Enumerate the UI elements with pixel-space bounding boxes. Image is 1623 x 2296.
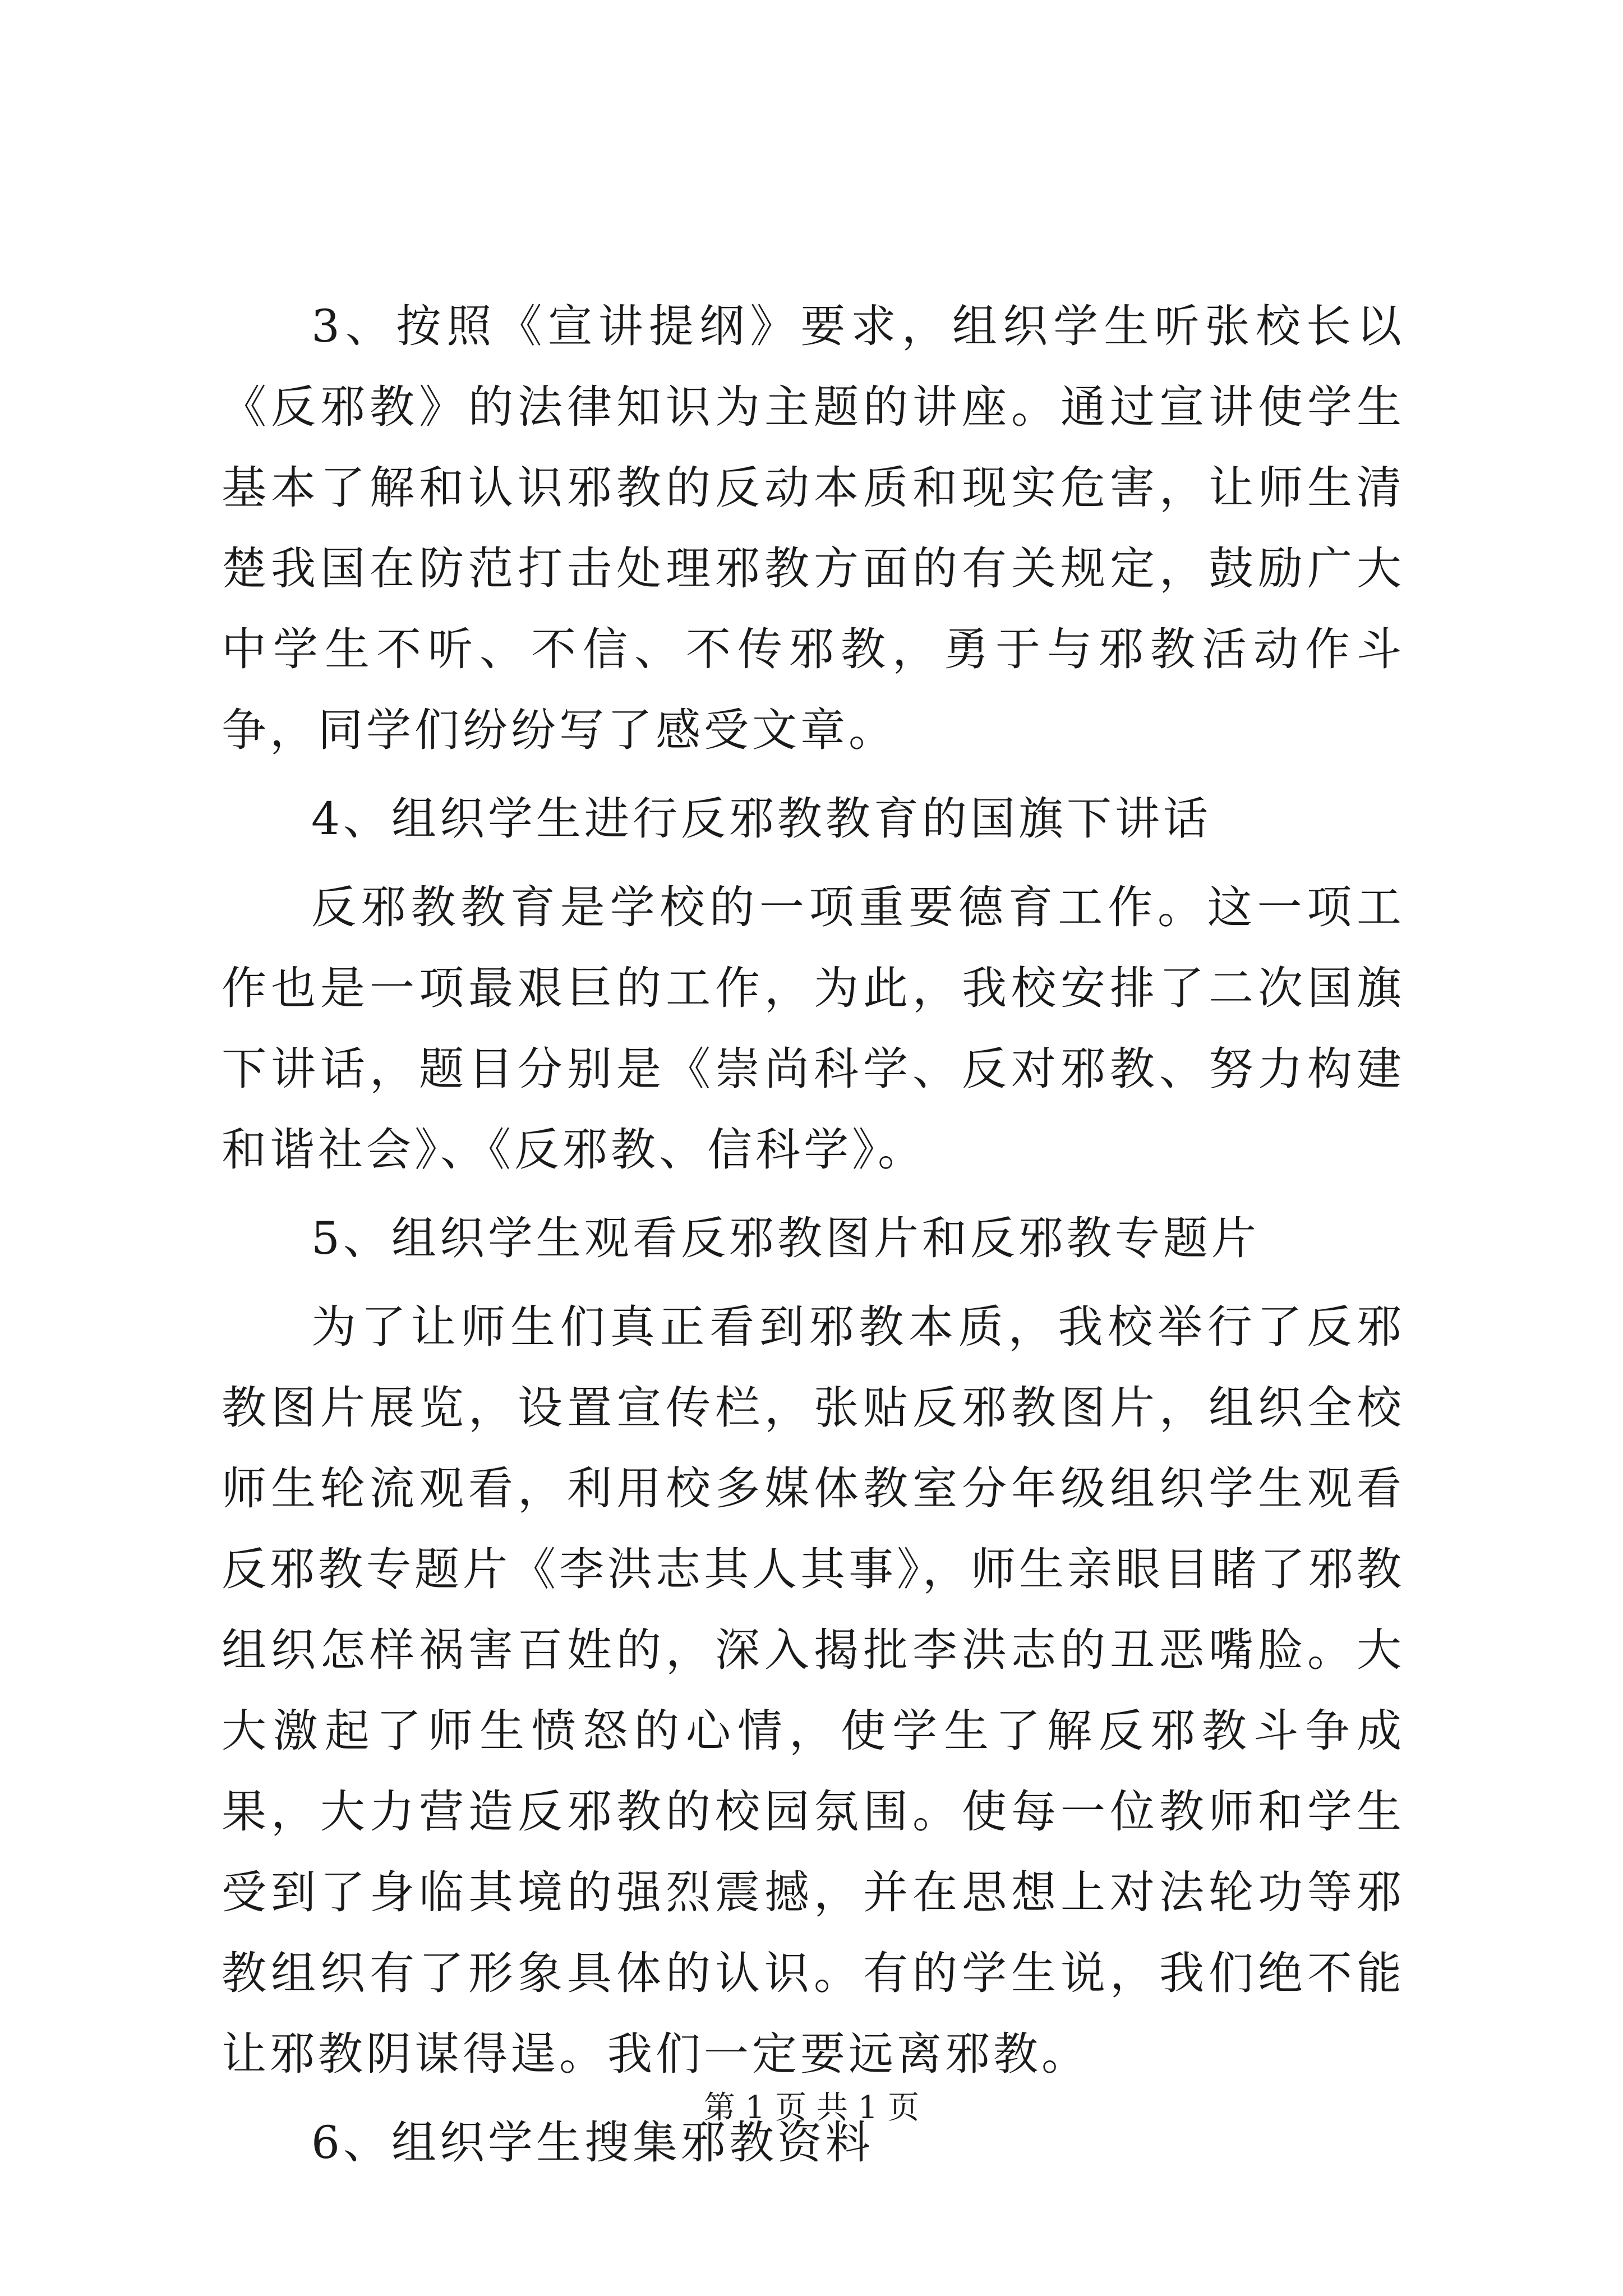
page-footer: 第 1 页 共 1 页 <box>703 2090 920 2126</box>
heading-item-6: 6、组织学生搜集邪教资料 <box>311 2116 874 2169</box>
paragraph-film-viewing: 为了让师生们真正看到邪教本质，我校举行了反邪教图片展览，设置宣传栏，张贴反邪教图片，组织全校师生轮流观看，利用校多媒体教室分年级组织学生观看反邪教专题片《李洪志其人其事》，师生亲眼目睹了邪教组织怎样祸害百姓的，深入揭批李洪志的丑恶嘴脸。大大激起了师生愤怒的心情，使学生了解反邪教斗争成果，大力营造反邪教的校园氛围。使每一位教师和学生受到了身临其境的强烈震撼，并在思想上对法轮功等邪教组织有了形象具体的认识。有的学生说，我们绝不能让邪教阴谋得逞。我们一定要远离邪教。 <box>222 1301 1405 2080</box>
paragraph-item-3: 3、按照《宣讲提纲》要求，组织学生听张校长以《反邪教》的法律知识为主题的讲座。通过宣讲使学生基本了解和认识邪教的反动本质和现实危害，让师生清楚我国在防范打击处理邪教方面的有关规定，鼓励广大中学生不听、不信、不传邪教，勇于与邪教活动作斗争，同学们纷纷写了感受文章。 <box>222 300 1405 756</box>
paragraph-flag-speech: 反邪教教育是学校的一项重要德育工作。这一项工作也是一项最艰巨的工作，为此，我校安排了二次国旗下讲话，题目分别是《崇尚科学、反对邪教、努力构建和谐社会》、《反邪教、信科学》。 <box>222 881 1405 1176</box>
heading-item-5: 5、组织学生观看反邪教图片和反邪教专题片 <box>311 1212 1260 1264</box>
heading-item-4: 4、组织学生进行反邪教教育的国旗下讲话 <box>311 793 1211 845</box>
document-body <box>222 286 1405 2183</box>
